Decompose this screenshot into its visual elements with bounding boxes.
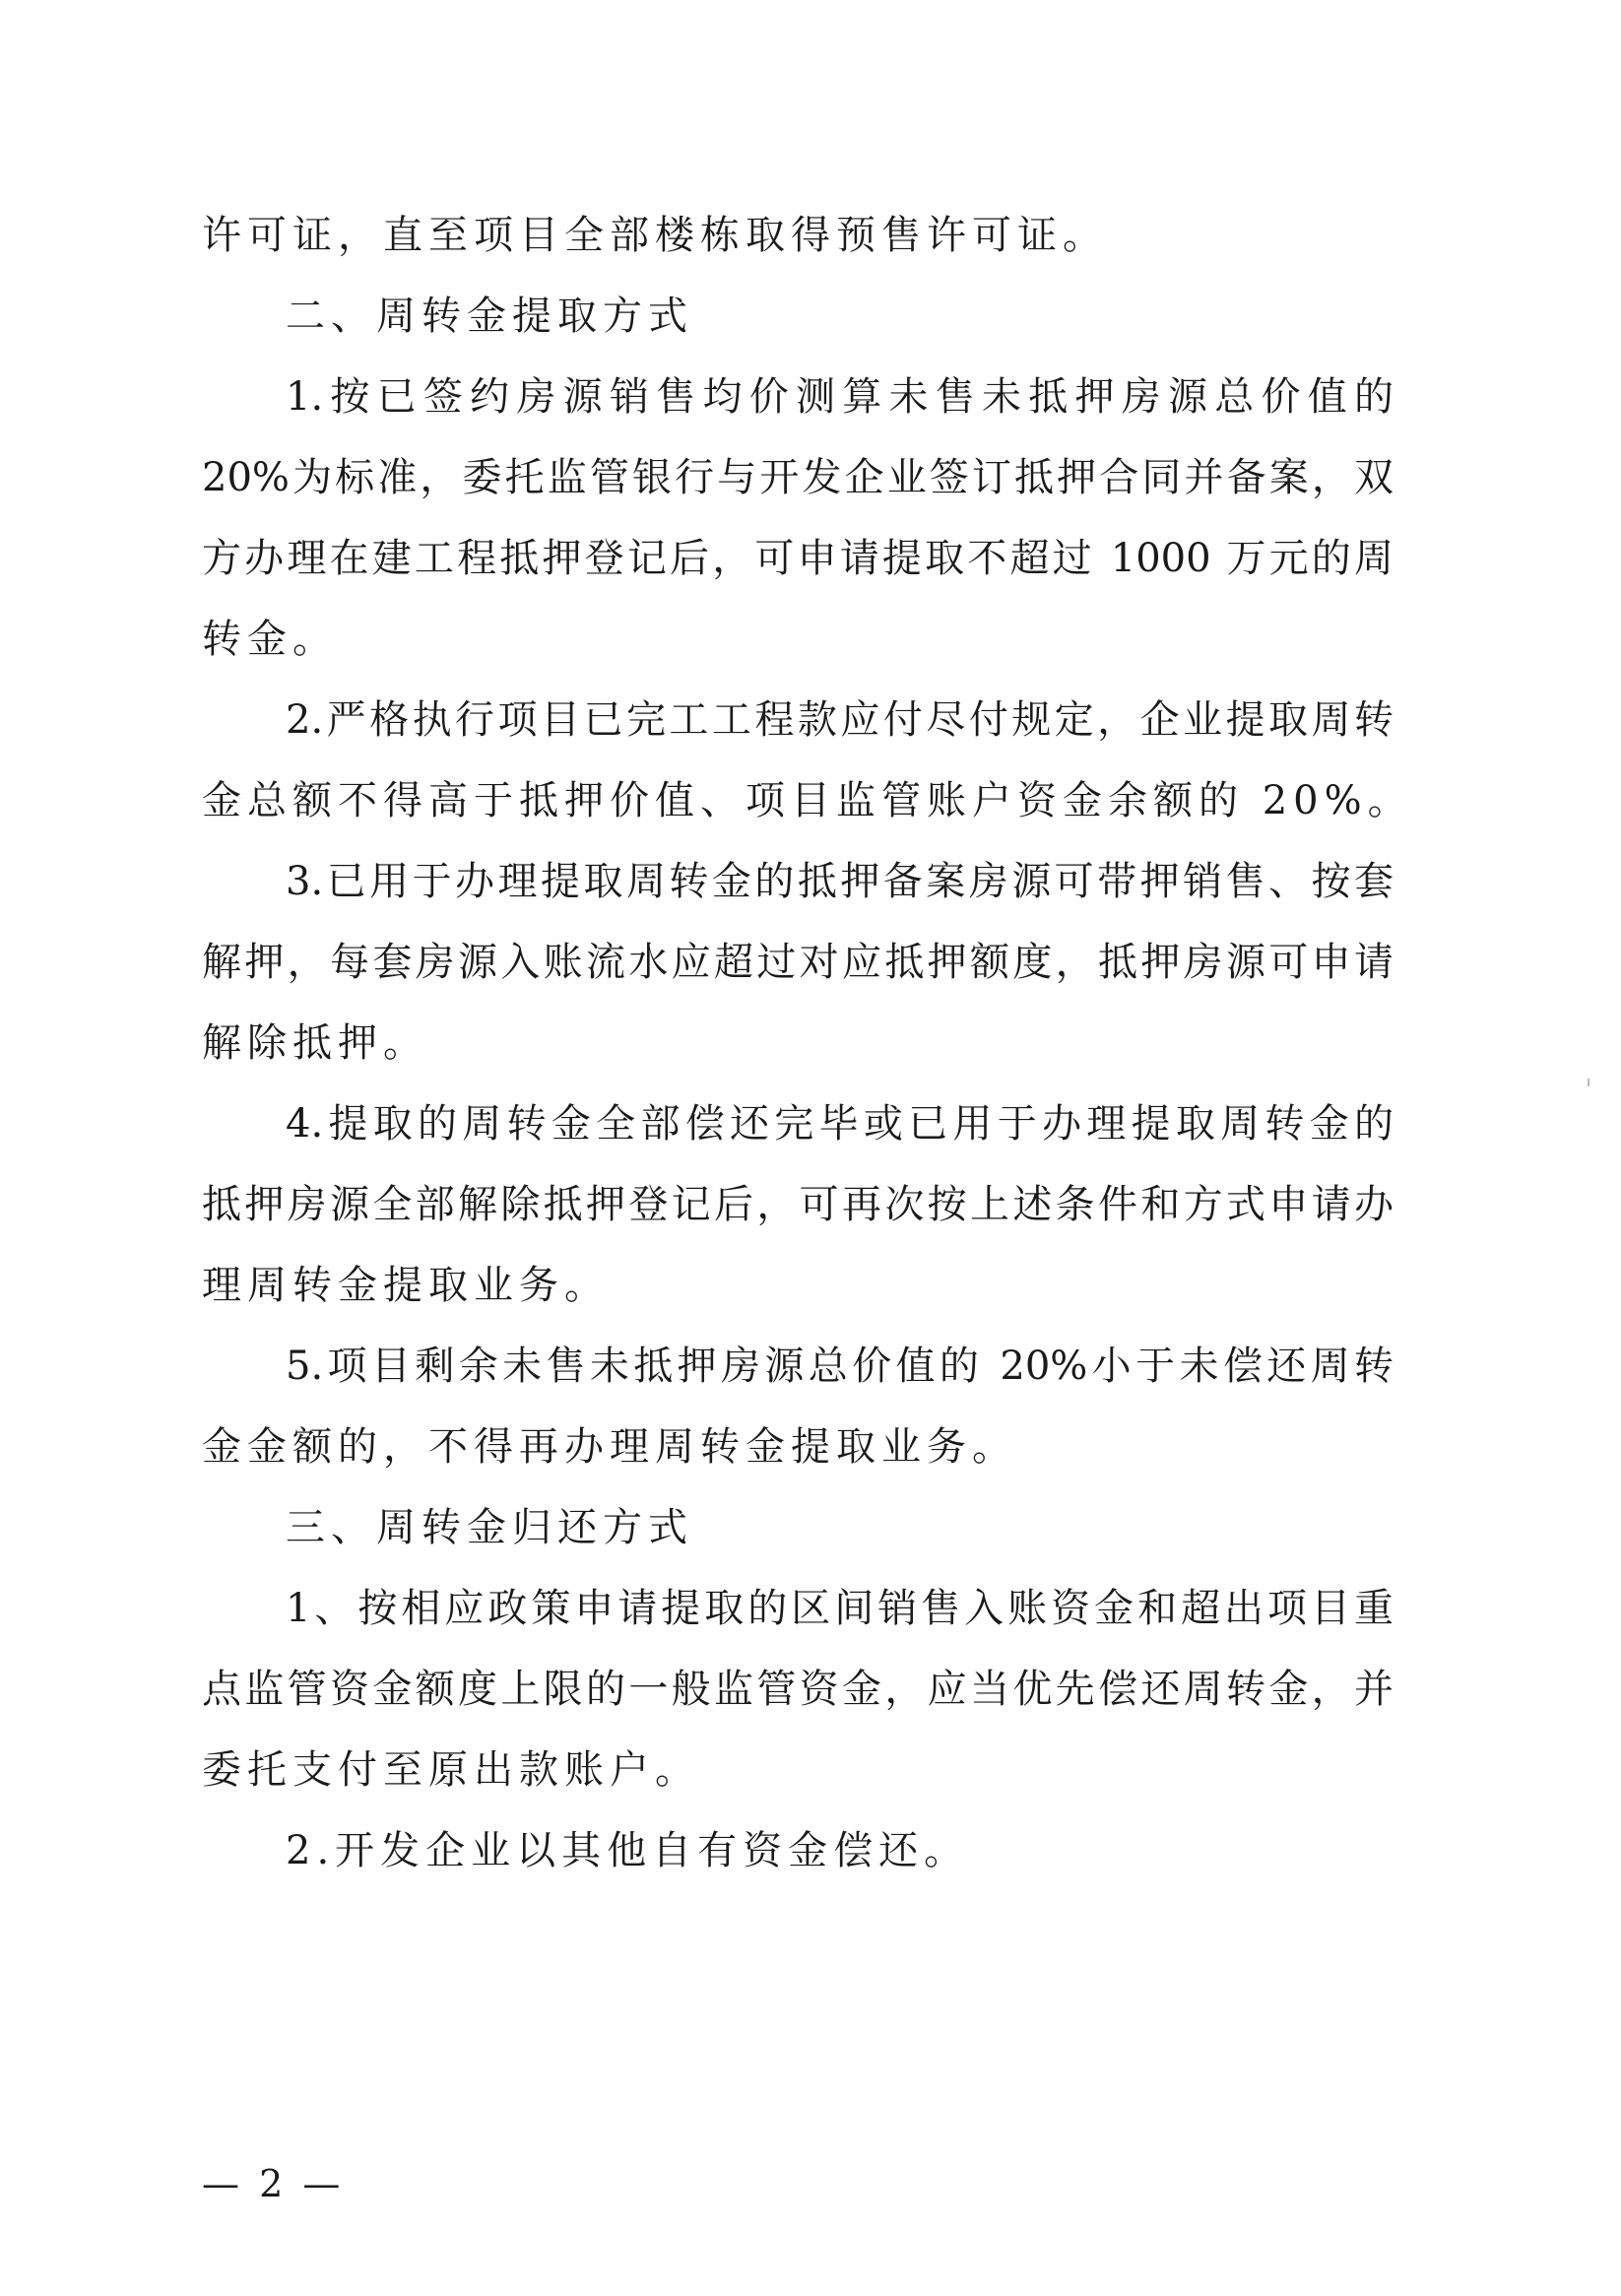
scan-artifact <box>1588 1079 1589 1086</box>
text-line: 20%为标准，委托监管银行与开发企业签订抵押合同并备案，双 <box>202 455 1394 500</box>
text-line: 2.严格执行项目已完工工程款应付尽付规定，企业提取周转 <box>286 697 1394 743</box>
text-line: 金金额的，不得再办理周转金提取业务。 <box>202 1424 1017 1470</box>
text-line: 解押，每套房源入账流水应超过对应抵押额度，抵押房源可申请 <box>202 940 1394 985</box>
text-line: 5.项目剩余未售未抵押房源总价值的 20%小于未偿还周转 <box>286 1344 1394 1389</box>
page-number: — 2 — <box>202 2162 345 2205</box>
text-line: 1.按已签约房源销售均价测算未售未抵押房源总价值的 <box>286 374 1394 420</box>
text-line: 转金。 <box>202 617 338 662</box>
text-line: 方办理在建工程抵押登记后，可申请提取不超过 1000 万元的周 <box>202 536 1394 581</box>
text-line: 理周转金提取业务。 <box>202 1263 610 1308</box>
text-line: 许可证，直至项目全部楼栋取得预售许可证。 <box>202 213 1108 258</box>
text-line: 抵押房源全部解除抵押登记后，可再次按上述条件和方式申请办 <box>202 1182 1394 1227</box>
section-heading-repayment-method: 三、周转金归还方式 <box>286 1505 693 1550</box>
text-line: 委托支付至原出款账户。 <box>202 1747 700 1793</box>
text-line: 金总额不得高于抵押价值、项目监管账户资金余额的 20%。 <box>202 778 1413 823</box>
section-heading-withdrawal-method: 二、周转金提取方式 <box>286 294 693 339</box>
text-line: 4.提取的周转金全部偿还完毕或已用于办理提取周转金的 <box>286 1101 1394 1147</box>
text-line: 点监管资金额度上限的一般监管资金，应当优先偿还周转金，并 <box>202 1667 1394 1712</box>
text-line: 3.已用于办理提取周转金的抵押备案房源可带押销售、按套 <box>286 859 1394 904</box>
text-line: 1、按相应政策申请提取的区间销售入账资金和超出项目重 <box>286 1586 1394 1631</box>
text-line: 解除抵押。 <box>202 1020 428 1066</box>
text-line: 2.开发企业以其他自有资金偿还。 <box>286 1828 970 1873</box>
